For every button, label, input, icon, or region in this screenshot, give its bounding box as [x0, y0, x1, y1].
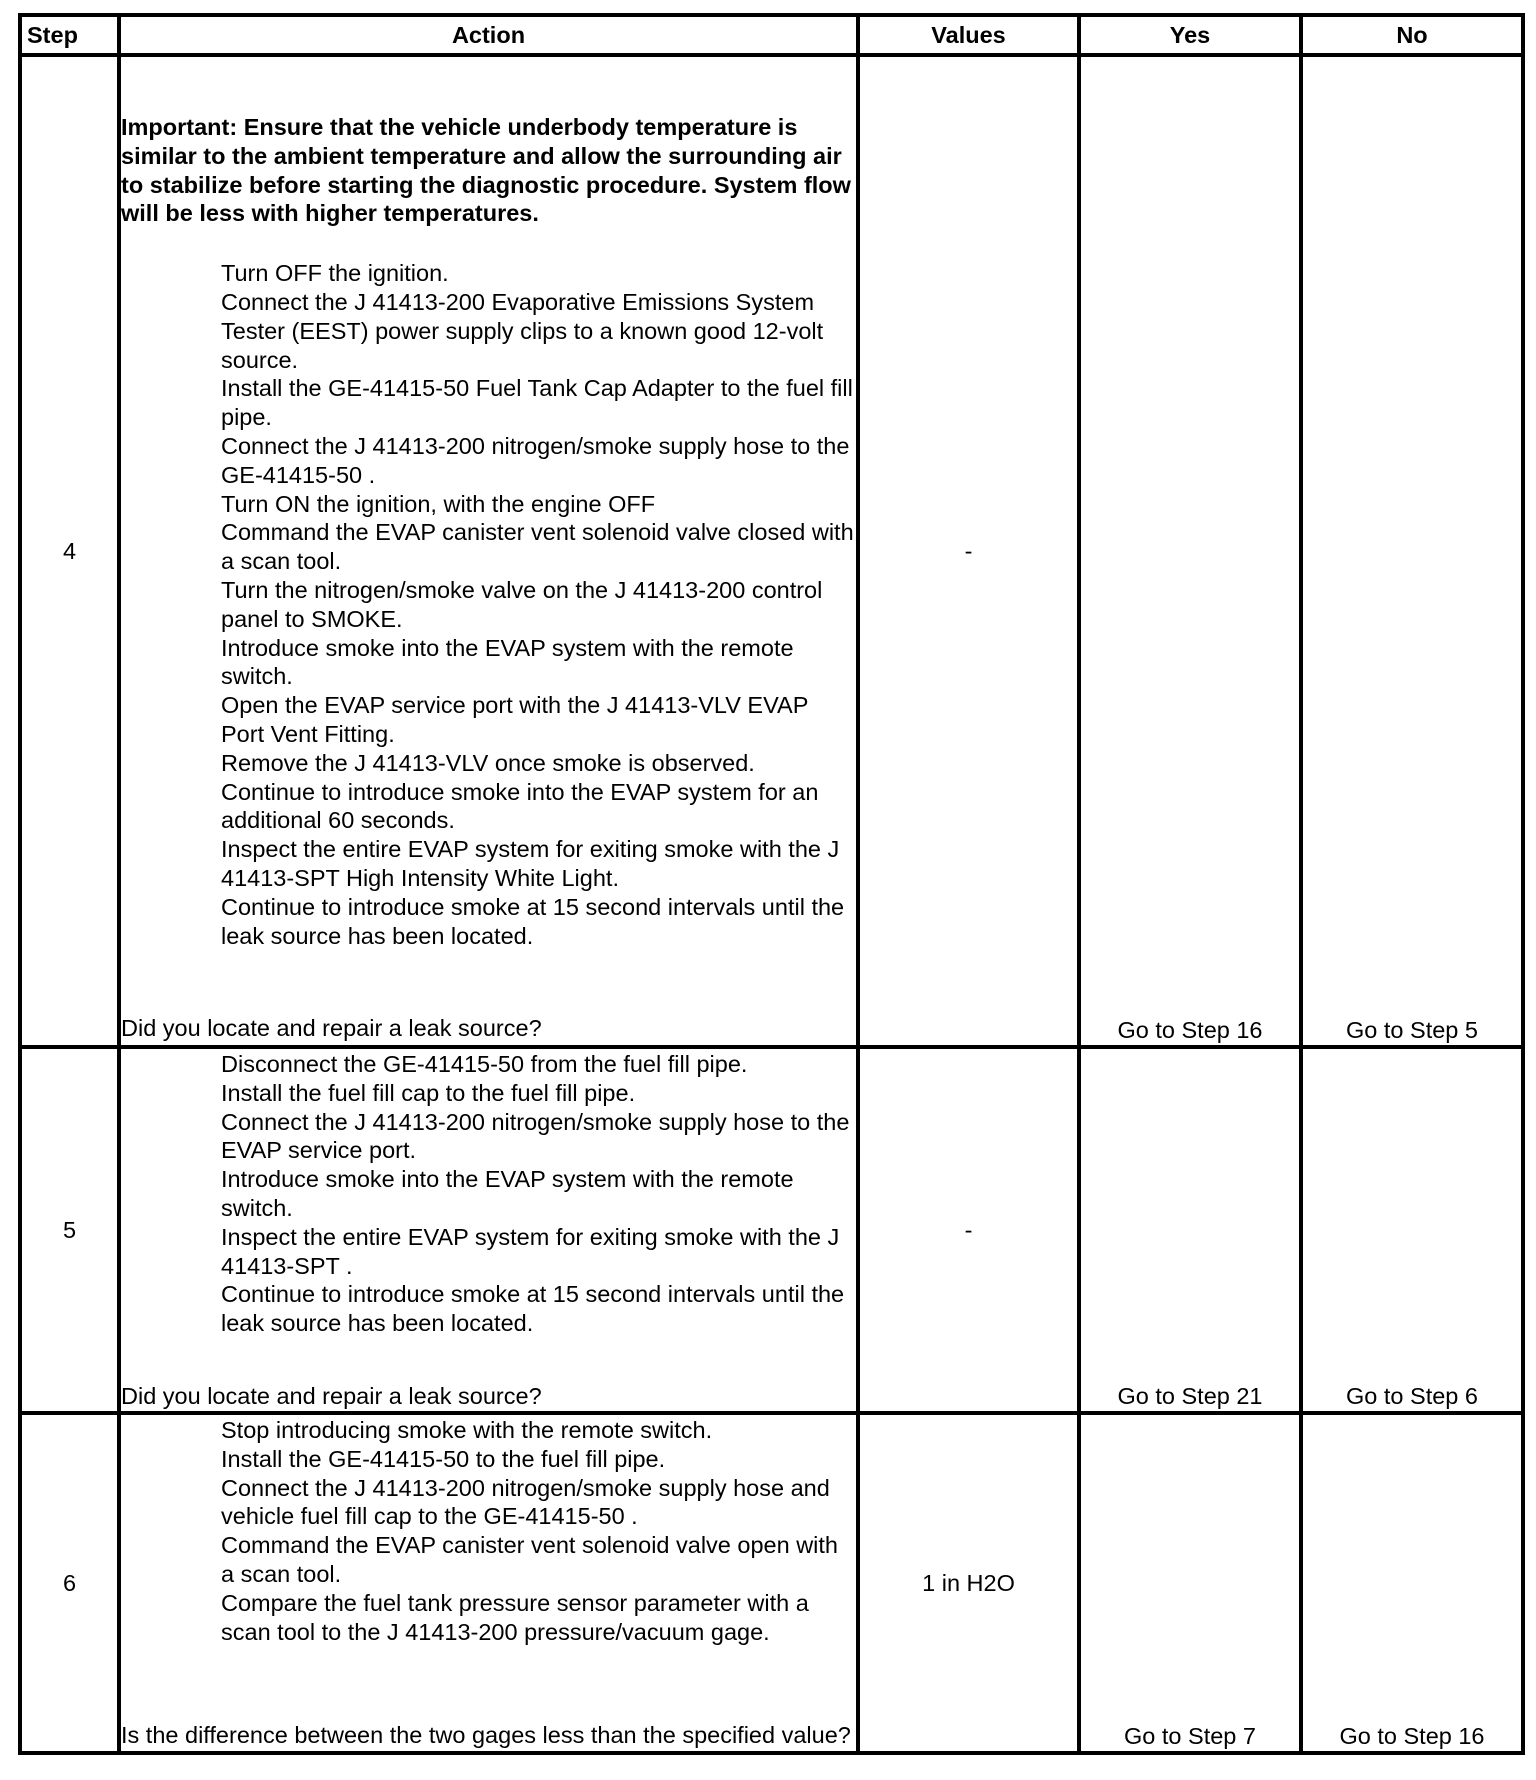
- list-item: Continue to introduce smoke at 15 second intervals until the leak source has been located.: [221, 893, 845, 949]
- list-item: Continue to introduce smoke into the EVAP system for an additional 60 seconds.: [221, 778, 819, 834]
- no-outcome: Go to Step 5: [1301, 55, 1523, 1047]
- question-text: Did you locate and repair a leak source?: [121, 1383, 542, 1410]
- table-row-step-4: [20, 55, 1523, 1047]
- table-row-step-5: [20, 1047, 1523, 1413]
- list-item: Connect the J 41413-200 nitrogen/smoke supply hose to the GE-41415-50 .: [221, 432, 850, 488]
- list-item: Connect the J 41413-200 Evaporative Emissions System Tester (EEST) power supply clips to a known good 12-volt source.: [221, 288, 824, 373]
- value-cell: -: [858, 1047, 1079, 1413]
- list-item: Introduce smoke into the EVAP system with the remote switch.: [221, 634, 794, 690]
- list-item: Install the fuel fill cap to the fuel fill pipe.: [221, 1079, 636, 1106]
- list-item: Turn the nitrogen/smoke valve on the J 41413-200 control panel to SMOKE.: [221, 576, 823, 632]
- action-cell: [119, 55, 858, 1047]
- list-item: Connect the J 41413-200 nitrogen/smoke supply hose and vehicle fuel fill cap to the GE-41415-50 .: [221, 1474, 830, 1530]
- header-row: [20, 15, 1523, 55]
- value-cell: -: [858, 55, 1079, 1047]
- step-column-header: Step: [20, 15, 119, 55]
- yes-outcome: Go to Step 16: [1079, 55, 1301, 1047]
- values-column-header: Values: [858, 15, 1079, 55]
- list-item: Introduce smoke into the EVAP system with the remote switch.: [221, 1166, 794, 1221]
- list-item: Command the EVAP canister vent solenoid valve closed with a scan tool.: [221, 519, 854, 575]
- value-cell: 1 in H2O: [858, 1413, 1079, 1753]
- step-number: 4: [20, 55, 119, 1047]
- table-row-step-6: [20, 1413, 1523, 1753]
- no-outcome: Go to Step 6: [1301, 1047, 1523, 1413]
- action-steps-list: [121, 1416, 856, 1646]
- yes-outcome: Go to Step 21: [1079, 1047, 1301, 1413]
- yes-column-header: Yes: [1079, 15, 1301, 55]
- list-item: Stop introducing smoke with the remote switch.: [221, 1417, 713, 1443]
- list-item: Inspect the entire EVAP system for exiting smoke with the J 41413-SPT .: [221, 1223, 840, 1279]
- list-item: Command the EVAP canister vent solenoid valve open with a scan tool.: [221, 1532, 839, 1587]
- action-steps-list: [121, 259, 856, 950]
- step-number: 5: [20, 1047, 119, 1413]
- list-item: Install the GE-41415-50 to the fuel fill pipe.: [221, 1445, 666, 1472]
- action-cell: [119, 1413, 858, 1753]
- list-item: Disconnect the GE-41415-50 from the fuel fill pipe.: [221, 1051, 748, 1077]
- action-cell: [119, 1047, 858, 1413]
- list-item: Inspect the entire EVAP system for exiting smoke with the J 41413-SPT High Intensity White Light.: [221, 836, 840, 891]
- yes-outcome: Go to Step 7: [1079, 1413, 1301, 1753]
- list-item: Compare the fuel tank pressure sensor parameter with a scan tool to the J 41413-200 pressure/vacuum gage.: [221, 1589, 809, 1645]
- step-number: 6: [20, 1413, 119, 1753]
- list-item: Continue to introduce smoke at 15 second intervals until the leak source has been located.: [221, 1281, 845, 1337]
- list-item: Connect the J 41413-200 nitrogen/smoke supply hose to the EVAP service port.: [221, 1108, 850, 1164]
- action-steps-list: [121, 1050, 856, 1338]
- diagnostic-table: [18, 13, 1525, 1755]
- list-item: Remove the J 41413-VLV once smoke is observed.: [221, 749, 755, 776]
- question-text: Is the difference between the two gages less than the specified value?: [121, 1722, 851, 1749]
- list-item: Install the GE-41415-50 Fuel Tank Cap Adapter to the fuel fill pipe.: [221, 375, 853, 431]
- list-item: Open the EVAP service port with the J 41413-VLV EVAP Port Vent Fitting.: [221, 692, 808, 747]
- no-column-header: No: [1301, 15, 1523, 55]
- list-item: Turn ON the ignition, with the engine OFF: [221, 490, 656, 517]
- list-item: Turn OFF the ignition.: [221, 260, 449, 287]
- question-text: Did you locate and repair a leak source?: [121, 1015, 542, 1042]
- important-note: Important: Ensure that the vehicle underbody temperature is similar to the ambient temperature and allow the surrounding air to stabilize before starting the diagnostic procedure. System flow will be less with higher temperatures.: [121, 114, 851, 227]
- action-column-header: Action: [119, 15, 858, 55]
- no-outcome: Go to Step 16: [1301, 1413, 1523, 1753]
